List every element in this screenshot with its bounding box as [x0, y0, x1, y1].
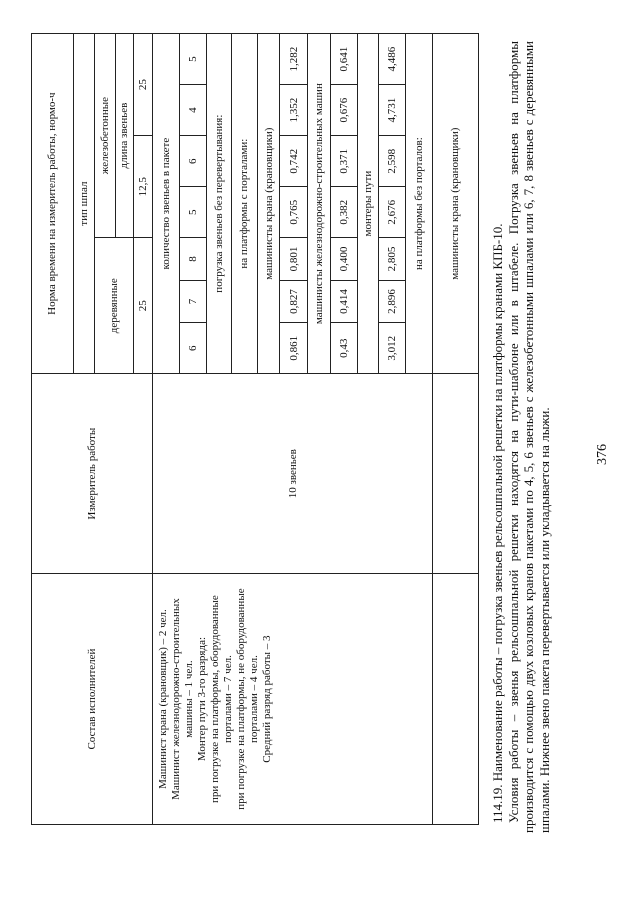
header-wooden: деревянные	[94, 238, 134, 374]
performer-line: при погрузке на платформы, оборудованные порталами – 7 чел.	[209, 595, 235, 803]
work-title: 114.19. Наименование работы – погрузка звеньев рельсошпальной решетки на платформы кранами КПБ-10.	[490, 223, 505, 823]
performers-cell	[153, 574, 433, 825]
header-sleeper-type: тип шпал	[73, 34, 94, 374]
section-no-portals: на платформы без порталов:	[405, 34, 432, 374]
value-cell: 0,414	[330, 280, 357, 323]
value-cell: 4,731	[378, 85, 405, 136]
value-cell: 0,742	[280, 136, 307, 187]
value-cell: 0,827	[280, 280, 307, 323]
value-cell: 0,641	[330, 34, 357, 85]
count-cell: 5	[180, 187, 207, 238]
header-links-in-pack: количество звеньев в пакете	[153, 34, 180, 374]
header-link-length: длина звеньев	[115, 34, 134, 238]
value-cell: 0,43	[330, 323, 357, 374]
header-performers: Состав исполнителей	[32, 574, 153, 825]
length-12-5: 12,5	[134, 136, 153, 238]
performer-line: Монтер пути 3-го разряда:	[196, 636, 209, 762]
count-cell: 6	[180, 136, 207, 187]
performer-line: Средний разряд работы – 3	[261, 635, 274, 763]
value-cell: 3,012	[378, 323, 405, 374]
value-cell: 2,805	[378, 238, 405, 281]
count-cell: 8	[180, 238, 207, 281]
section-track-workers: монтеры пути	[357, 34, 378, 374]
length-wood-25: 25	[134, 238, 153, 374]
count-cell: 6	[180, 323, 207, 374]
norms-table-wrapper	[31, 33, 479, 825]
value-cell: 4,486	[378, 34, 405, 85]
count-cell: 5	[180, 34, 207, 85]
unit-cell-empty	[432, 374, 478, 574]
value-cell: 0,382	[330, 187, 357, 238]
count-cell: 7	[180, 280, 207, 323]
length-25: 25	[134, 34, 153, 136]
section-no-flip: погрузка звеньев без перевертывания:	[207, 34, 232, 374]
intro-text	[490, 41, 552, 833]
header-units: Измеритель работы	[32, 374, 153, 574]
value-cell: 0,861	[280, 323, 307, 374]
value-cell: 0,765	[280, 187, 307, 238]
norms-table	[31, 33, 479, 825]
performers-cell-empty	[432, 574, 478, 825]
section-crane-operators: машинисты крана (крановщики)	[257, 34, 280, 374]
value-cell: 2,896	[378, 280, 405, 323]
performer-line: при погрузке на платформы, не оборудованные порталами – 4 чел.	[235, 588, 261, 810]
value-cell: 1,352	[280, 85, 307, 136]
value-cell: 2,598	[378, 136, 405, 187]
section-with-portals: на платформы с порталами:	[232, 34, 257, 374]
unit-cell: 10 звеньев	[153, 374, 433, 574]
count-cell: 4	[180, 85, 207, 136]
performer-line: Машинист крана (крановщик) – 2 чел.	[157, 609, 170, 789]
value-cell: 2,676	[378, 187, 405, 238]
header-norm: Норма времени на измеритель работы, нормо-ч	[32, 34, 74, 374]
value-cell: 0,400	[330, 238, 357, 281]
section-crane-operators-2: машинисты крана (крановщики)	[432, 34, 478, 374]
value-cell: 0,676	[330, 85, 357, 136]
work-conditions: Условия работы – звенья рельсошпальной решетки находятся на пути-шаблоне или в штабеле. Погрузка звеньев на платформы производится с помощью двух козловых кранов пакетами по 4, 5, 6 звеньев с железобетонными шпалами или 6, 7, 8 звеньев с деревянными шпалами. Нижнее звено пакета перевертывается или укладывается на лыжи.	[505, 41, 552, 833]
section-rail-machine: машинисты железнодорожно-строительных машин	[307, 34, 330, 374]
value-cell: 0,801	[280, 238, 307, 281]
header-concrete: железобетонные	[94, 34, 115, 238]
value-cell: 1,282	[280, 34, 307, 85]
page-number: 376	[595, 444, 610, 465]
value-cell: 0,371	[330, 136, 357, 187]
performer-line: Машинист железнодорожно-строительных машины – 1 чел.	[170, 598, 196, 800]
